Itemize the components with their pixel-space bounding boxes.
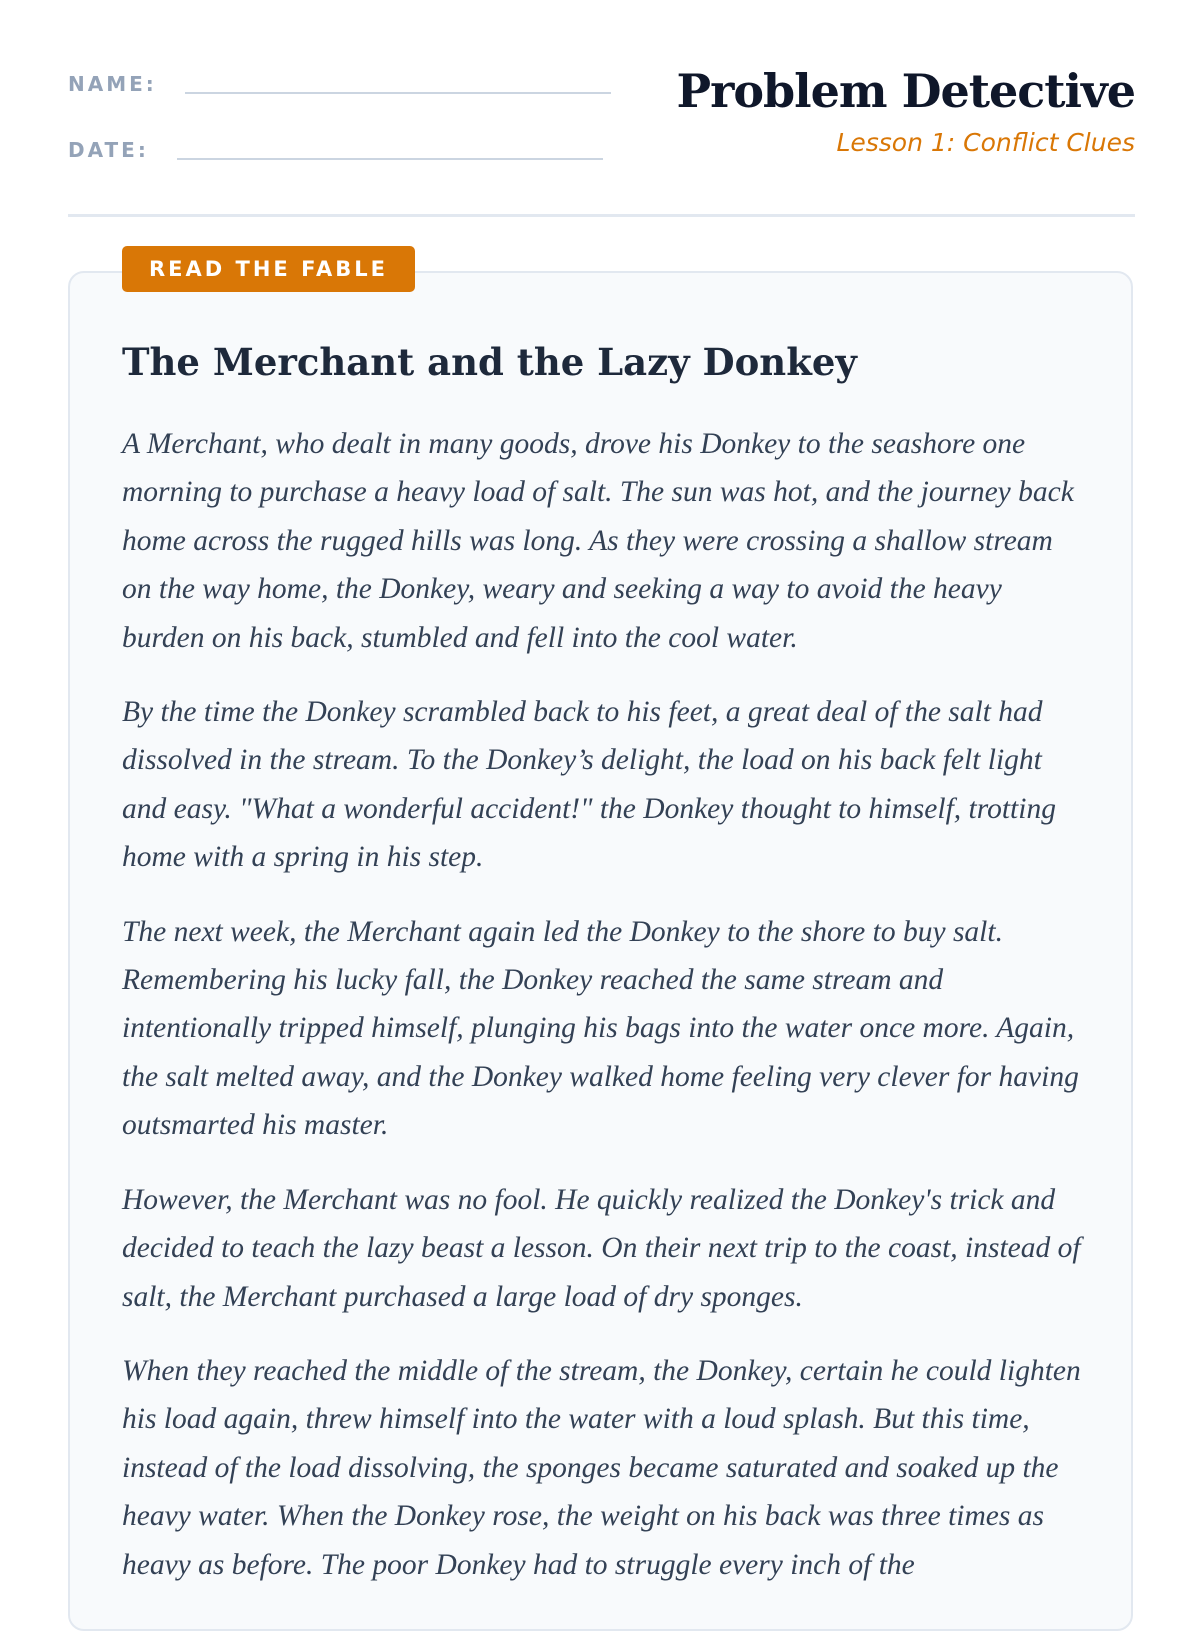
fable-paragraph: When they reached the middle of the stream, the Donkey, certain he could lighten his load again, threw himself into the water with a loud splash. But this time, instead of the load dissolving, the sponges became saturated and soaked up the heavy water. When the Donkey rose, the weight on his back was three times as heavy as before. The poor Donkey had to struggle every inch of the [122, 1354, 1081, 1581]
fable-text [122, 420, 1082, 1615]
fable-title: The Merchant and the Lazy Donkey [122, 340, 857, 384]
header-divider [68, 214, 1135, 217]
fable-section-tag: READ THE FABLE [122, 246, 415, 292]
name-field [68, 72, 611, 96]
fable-paragraph: However, the Merchant was no fool. He quickly realized the Donkey's trick and decided to teach the lazy beast a lesson. On their next trip to the coast, instead of salt, the Merchant purchased a large load of dry sponges. [122, 1183, 1081, 1313]
worksheet-title: Problem Detective [676, 64, 1135, 118]
fable-paragraph: By the time the Donkey scrambled back to his feet, a great deal of the salt had dissolved in the stream. To the Donkey’s delight, the load on his back felt light and easy. "What a wonderful accident!" the Donkey thought to himself, trotting home with a spring in his step. [122, 696, 1056, 874]
lesson-subtitle: Lesson 1: Conflict Clues [836, 128, 1135, 157]
name-input-line[interactable] [185, 91, 611, 94]
date-input-line[interactable] [177, 157, 603, 160]
date-label: DATE: [68, 138, 149, 162]
name-label: NAME: [68, 72, 157, 96]
date-field [68, 138, 603, 162]
fable-paragraph: The next week, the Merchant again led the Donkey to the shore to buy salt. Remembering his lucky fall, the Donkey reached the same stream and intentionally tripped himself, plunging his bags into the water once more. Again, the salt melted away, and the Donkey walked home feeling very clever for having outsmarted his master. [122, 915, 1079, 1142]
worksheet-header [68, 60, 1135, 212]
fable-paragraph: A Merchant, who dealt in many goods, drove his Donkey to the seashore one morning to purchase a heavy load of salt. The sun was hot, and the journey back home across the rugged hills was long. As they were crossing a shallow stream on the way home, the Donkey, weary and seeking a way to avoid the heavy burden on his back, stumbled and fell into the cool water. [122, 428, 1074, 654]
